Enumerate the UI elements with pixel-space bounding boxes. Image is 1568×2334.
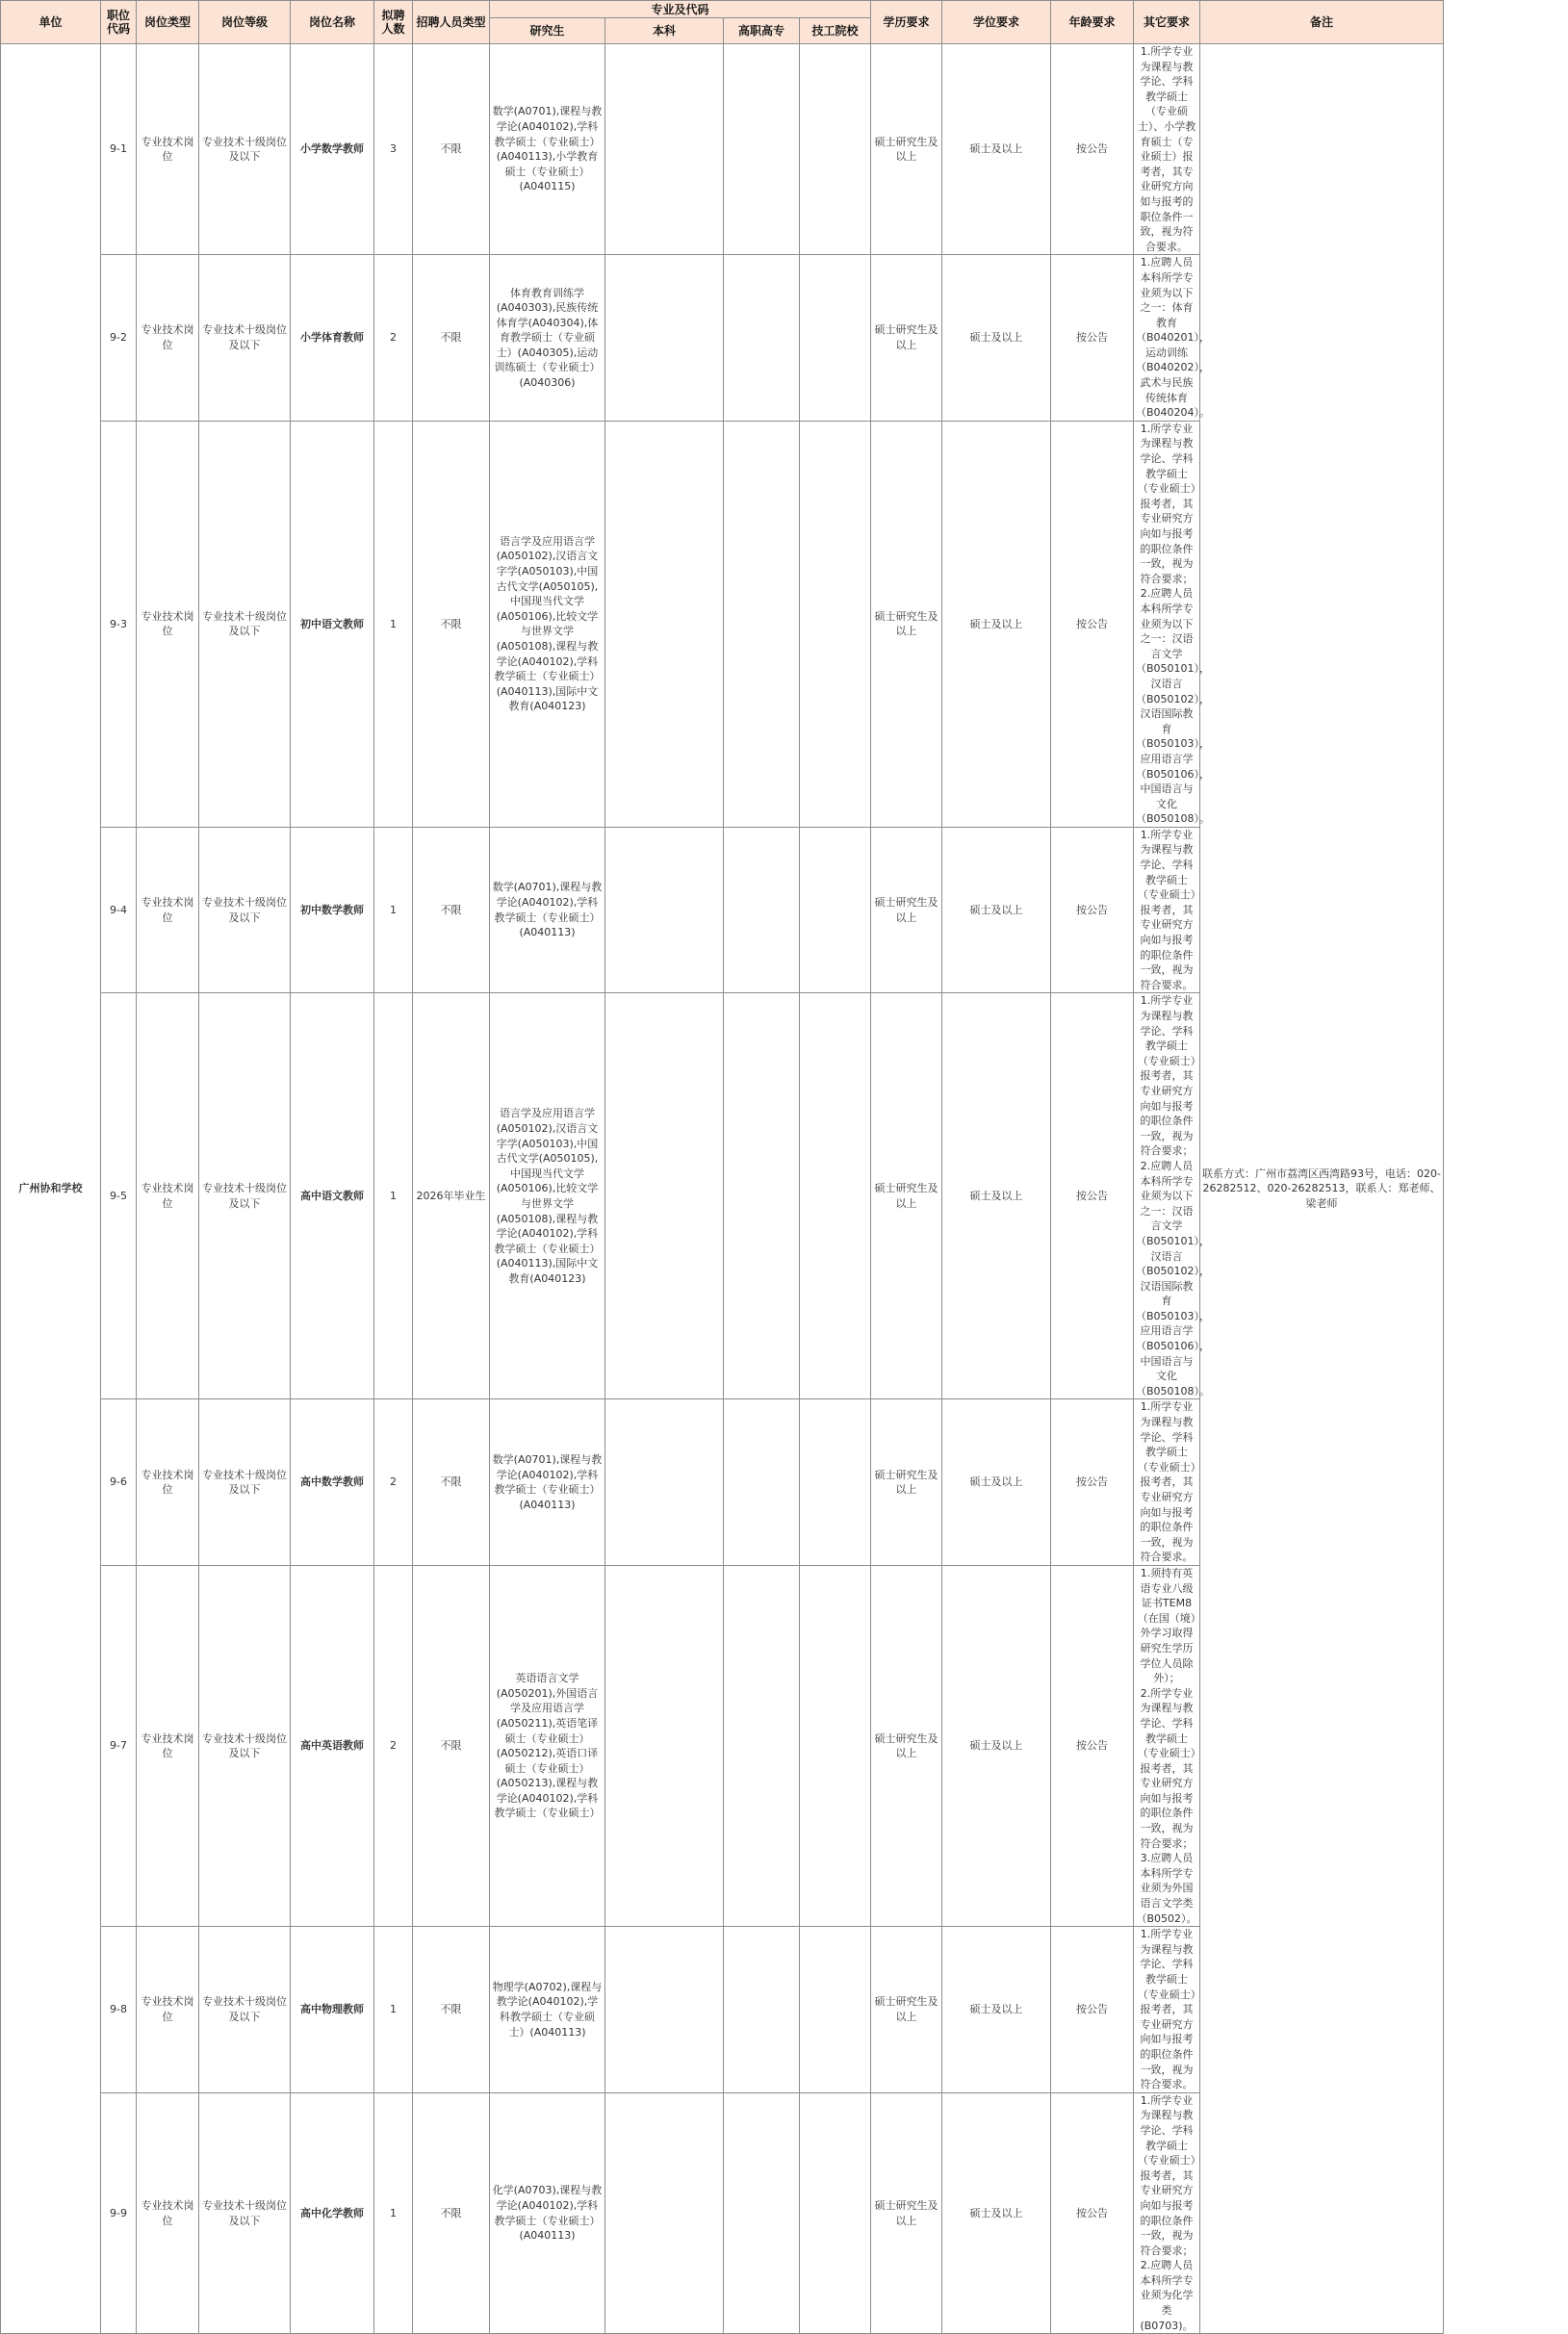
code-cell: 9-2	[101, 255, 137, 422]
degree-cell: 硕士及以上	[942, 1399, 1051, 1566]
post-name-cell: 高中物理教师	[291, 1927, 374, 2093]
undergrad-major-cell	[605, 993, 724, 1399]
graduate-major-cell: 数学(A0701),课程与教学论(A040102),学科教学硕士（专业硕士）(A040113)	[490, 827, 605, 993]
header-code	[101, 1, 137, 44]
graduate-major-cell: 语言学及应用语言学(A050102),汉语言文字学(A050103),中国古代文学(A050105),中国现当代文学(A050106),比较文学与世界文学(A050108),课程与教学论(A040102),学科教学硕士（专业硕士）(A040113),国际中文教育(A040123)	[490, 993, 605, 1399]
degree-cell: 硕士及以上	[942, 2092, 1051, 2334]
vocational-major-cell	[724, 2092, 800, 2334]
vocational-major-cell	[724, 993, 800, 1399]
header-count-line2: 人数	[381, 22, 405, 36]
age-cell: 按公告	[1051, 44, 1134, 255]
education-cell: 硕士研究生及以上	[871, 255, 942, 422]
header-education: 学历要求	[871, 1, 942, 44]
code-cell: 9-4	[101, 827, 137, 993]
post-type-cell: 专业技术岗位	[137, 255, 199, 422]
code-cell: 9-9	[101, 2092, 137, 2334]
header-major-group: 专业及代码	[490, 1, 871, 18]
degree-cell: 硕士及以上	[942, 1927, 1051, 2093]
header-code-line1: 职位	[106, 9, 130, 22]
post-name-cell: 小学数学教师	[291, 44, 374, 255]
age-cell: 按公告	[1051, 255, 1134, 422]
header-undergrad: 本科	[605, 18, 724, 44]
recruit-type-cell: 不限	[413, 2092, 490, 2334]
degree-cell: 硕士及以上	[942, 421, 1051, 827]
degree-cell: 硕士及以上	[942, 827, 1051, 993]
header-other: 其它要求	[1134, 1, 1200, 44]
vocational-major-cell	[724, 44, 800, 255]
header-count-line1: 拟聘	[381, 9, 405, 22]
other-requirements-cell: 1.所学专业为课程与教学论、学科教学硕士（专业硕士）报考者，其专业研究方向如与报考的职位条件一致，视为符合要求。	[1134, 827, 1200, 993]
vocational-major-cell	[724, 1565, 800, 1926]
technical-major-cell	[800, 44, 871, 255]
education-cell: 硕士研究生及以上	[871, 1565, 942, 1926]
graduate-major-cell: 数学(A0701),课程与教学论(A040102),学科教学硕士（专业硕士）(A040113)	[490, 1399, 605, 1566]
recruit-type-cell: 2026年毕业生	[413, 993, 490, 1399]
code-cell: 9-1	[101, 44, 137, 255]
header-graduate: 研究生	[490, 18, 605, 44]
recruit-type-cell: 不限	[413, 1565, 490, 1926]
post-type-cell: 专业技术岗位	[137, 2092, 199, 2334]
post-type-cell: 专业技术岗位	[137, 421, 199, 827]
code-cell: 9-3	[101, 421, 137, 827]
recruit-type-cell: 不限	[413, 44, 490, 255]
other-requirements-cell: 1.所学专业为课程与教学论、学科教学硕士（专业硕士）、小学教育硕士（专业硕士）报考者，其专业研究方向如与报考的职位条件一致，视为符合要求。	[1134, 44, 1200, 255]
graduate-major-cell: 语言学及应用语言学(A050102),汉语言文字学(A050103),中国古代文学(A050105),中国现当代文学(A050106),比较文学与世界文学(A050108),课程与教学论(A040102),学科教学硕士（专业硕士）(A040113),国际中文教育(A040123)	[490, 421, 605, 827]
post-level-cell: 专业技术十级岗位及以下	[199, 827, 291, 993]
code-cell: 9-8	[101, 1927, 137, 2093]
post-level-cell: 专业技术十级岗位及以下	[199, 2092, 291, 2334]
technical-major-cell	[800, 421, 871, 827]
undergrad-major-cell	[605, 2092, 724, 2334]
post-name-cell: 高中化学教师	[291, 2092, 374, 2334]
graduate-major-cell: 化学(A0703),课程与教学论(A040102),学科教学硕士（专业硕士）(A040113)	[490, 2092, 605, 2334]
post-type-cell: 专业技术岗位	[137, 1565, 199, 1926]
age-cell: 按公告	[1051, 993, 1134, 1399]
education-cell: 硕士研究生及以上	[871, 2092, 942, 2334]
degree-cell: 硕士及以上	[942, 255, 1051, 422]
post-level-cell: 专业技术十级岗位及以下	[199, 1399, 291, 1566]
count-cell: 1	[374, 1927, 413, 2093]
post-level-cell: 专业技术十级岗位及以下	[199, 1927, 291, 2093]
header-vocational: 高职高专	[724, 18, 800, 44]
count-cell: 1	[374, 993, 413, 1399]
header-recruit-type: 招聘人员类型	[413, 1, 490, 44]
other-requirements-cell: 1.所学专业为课程与教学论、学科教学硕士（专业硕士）报考者，其专业研究方向如与报考的职位条件一致，视为符合要求； 2.应聘人员本科所学专业须为以下之一：汉语言文学（B050101），汉语言（B050102），汉语国际教育（B050103），应用语言学（B050106），中国语言与文化（B050108）。	[1134, 421, 1200, 827]
header-age: 年龄要求	[1051, 1, 1134, 44]
post-name-cell: 高中数学教师	[291, 1399, 374, 1566]
post-type-cell: 专业技术岗位	[137, 1927, 199, 2093]
count-cell: 1	[374, 2092, 413, 2334]
count-cell: 2	[374, 255, 413, 422]
graduate-major-cell: 数学(A0701),课程与教学论(A040102),学科教学硕士（专业硕士）(A040113),小学教育硕士（专业硕士）(A040115)	[490, 44, 605, 255]
header-remark: 备注	[1200, 1, 1444, 44]
code-cell: 9-5	[101, 993, 137, 1399]
degree-cell: 硕士及以上	[942, 44, 1051, 255]
post-level-cell: 专业技术十级岗位及以下	[199, 993, 291, 1399]
education-cell: 硕士研究生及以上	[871, 1927, 942, 2093]
undergrad-major-cell	[605, 255, 724, 422]
header-code-line2: 代码	[106, 22, 130, 36]
age-cell: 按公告	[1051, 827, 1134, 993]
education-cell: 硕士研究生及以上	[871, 421, 942, 827]
vocational-major-cell	[724, 1927, 800, 2093]
technical-major-cell	[800, 1399, 871, 1566]
post-level-cell: 专业技术十级岗位及以下	[199, 1565, 291, 1926]
technical-major-cell	[800, 255, 871, 422]
undergrad-major-cell	[605, 421, 724, 827]
post-name-cell: 高中语文教师	[291, 993, 374, 1399]
code-cell: 9-6	[101, 1399, 137, 1566]
age-cell: 按公告	[1051, 421, 1134, 827]
table-body	[1, 44, 1568, 2334]
header-post-level: 岗位等级	[199, 1, 291, 44]
age-cell: 按公告	[1051, 1399, 1134, 1566]
graduate-major-cell: 物理学(A0702),课程与教学论(A040102),学科教学硕士（专业硕士）(A040113)	[490, 1927, 605, 2093]
header-post-type: 岗位类型	[137, 1, 199, 44]
other-requirements-cell: 1.须持有英语专业八级证书TEM8（在国（境）外学习取得研究生学历学位人员除外）； 2.所学专业为课程与教学论、学科教学硕士（专业硕士）报考者，其专业研究方向如与报考的职位条件一致，视为符合要求； 3.应聘人员本科所学专业须为外国语言文学类（B0502）。	[1134, 1565, 1200, 1926]
other-requirements-cell: 1.所学专业为课程与教学论、学科教学硕士（专业硕士）报考者，其专业研究方向如与报考的职位条件一致，视为符合要求。	[1134, 1927, 1200, 2093]
other-requirements-cell: 1.所学专业为课程与教学论、学科教学硕士（专业硕士）报考者，其专业研究方向如与报考的职位条件一致，视为符合要求； 2.应聘人员本科所学专业须为化学类(B0703)。	[1134, 2092, 1200, 2334]
age-cell: 按公告	[1051, 1927, 1134, 2093]
header-post-name: 岗位名称	[291, 1, 374, 44]
recruit-type-cell: 不限	[413, 1927, 490, 2093]
vocational-major-cell	[724, 421, 800, 827]
remark-cell: 联系方式：广州市荔湾区西湾路93号，电话：020-26282512、020-26282513，联系人：郑老师、梁老师	[1200, 44, 1444, 2334]
vocational-major-cell	[724, 1399, 800, 1566]
graduate-major-cell: 体育教育训练学(A040303),民族传统体育学(A040304),体育教学硕士（专业硕士）(A040305),运动训练硕士（专业硕士）(A040306)	[490, 255, 605, 422]
table-row	[1, 44, 1568, 255]
technical-major-cell	[800, 2092, 871, 2334]
education-cell: 硕士研究生及以上	[871, 1399, 942, 1566]
undergrad-major-cell	[605, 1565, 724, 1926]
post-name-cell: 高中英语教师	[291, 1565, 374, 1926]
undergrad-major-cell	[605, 1399, 724, 1566]
header-count	[374, 1, 413, 44]
count-cell: 2	[374, 1399, 413, 1566]
other-requirements-cell: 1.所学专业为课程与教学论、学科教学硕士（专业硕士）报考者，其专业研究方向如与报考的职位条件一致，视为符合要求。	[1134, 1399, 1200, 1566]
count-cell: 3	[374, 44, 413, 255]
education-cell: 硕士研究生及以上	[871, 827, 942, 993]
education-cell: 硕士研究生及以上	[871, 993, 942, 1399]
recruit-type-cell: 不限	[413, 827, 490, 993]
vocational-major-cell	[724, 827, 800, 993]
post-type-cell: 专业技术岗位	[137, 993, 199, 1399]
count-cell: 2	[374, 1565, 413, 1926]
post-level-cell: 专业技术十级岗位及以下	[199, 421, 291, 827]
other-requirements-cell: 1.应聘人员本科所学专业须为以下之一：体育教育（B040201），运动训练（B040202），武术与民族传统体育（B040204）。	[1134, 255, 1200, 422]
undergrad-major-cell	[605, 44, 724, 255]
age-cell: 按公告	[1051, 2092, 1134, 2334]
recruit-type-cell: 不限	[413, 1399, 490, 1566]
post-type-cell: 专业技术岗位	[137, 44, 199, 255]
degree-cell: 硕士及以上	[942, 1565, 1051, 1926]
undergrad-major-cell	[605, 827, 724, 993]
count-cell: 1	[374, 827, 413, 993]
other-requirements-cell: 1.所学专业为课程与教学论、学科教学硕士（专业硕士）报考者，其专业研究方向如与报考的职位条件一致，视为符合要求； 2.应聘人员本科所学专业须为以下之一：汉语言文学（B050101），汉语言（B050102），汉语国际教育（B050103），应用语言学（B050106），中国语言与文化（B050108）。	[1134, 993, 1200, 1399]
degree-cell: 硕士及以上	[942, 993, 1051, 1399]
post-type-cell: 专业技术岗位	[137, 1399, 199, 1566]
age-cell: 按公告	[1051, 1565, 1134, 1926]
graduate-major-cell: 英语语言文学(A050201),外国语言学及应用语言学(A050211),英语笔译硕士（专业硕士）(A050212),英语口译硕士（专业硕士）(A050213),课程与教学论(A040102),学科教学硕士（专业硕士）	[490, 1565, 605, 1926]
post-level-cell: 专业技术十级岗位及以下	[199, 255, 291, 422]
header-technical: 技工院校	[800, 18, 871, 44]
post-level-cell: 专业技术十级岗位及以下	[199, 44, 291, 255]
technical-major-cell	[800, 1927, 871, 2093]
post-name-cell: 初中数学教师	[291, 827, 374, 993]
header-degree: 学位要求	[942, 1, 1051, 44]
post-name-cell: 小学体育教师	[291, 255, 374, 422]
post-type-cell: 专业技术岗位	[137, 827, 199, 993]
header-unit: 单位	[1, 1, 101, 44]
code-cell: 9-7	[101, 1565, 137, 1926]
post-name-cell: 初中语文教师	[291, 421, 374, 827]
undergrad-major-cell	[605, 1927, 724, 2093]
unit-name-cell: 广州协和学校	[1, 44, 101, 2334]
education-cell: 硕士研究生及以上	[871, 44, 942, 255]
technical-major-cell	[800, 993, 871, 1399]
vocational-major-cell	[724, 255, 800, 422]
recruit-type-cell: 不限	[413, 421, 490, 827]
technical-major-cell	[800, 827, 871, 993]
technical-major-cell	[800, 1565, 871, 1926]
count-cell: 1	[374, 421, 413, 827]
recruit-type-cell: 不限	[413, 255, 490, 422]
